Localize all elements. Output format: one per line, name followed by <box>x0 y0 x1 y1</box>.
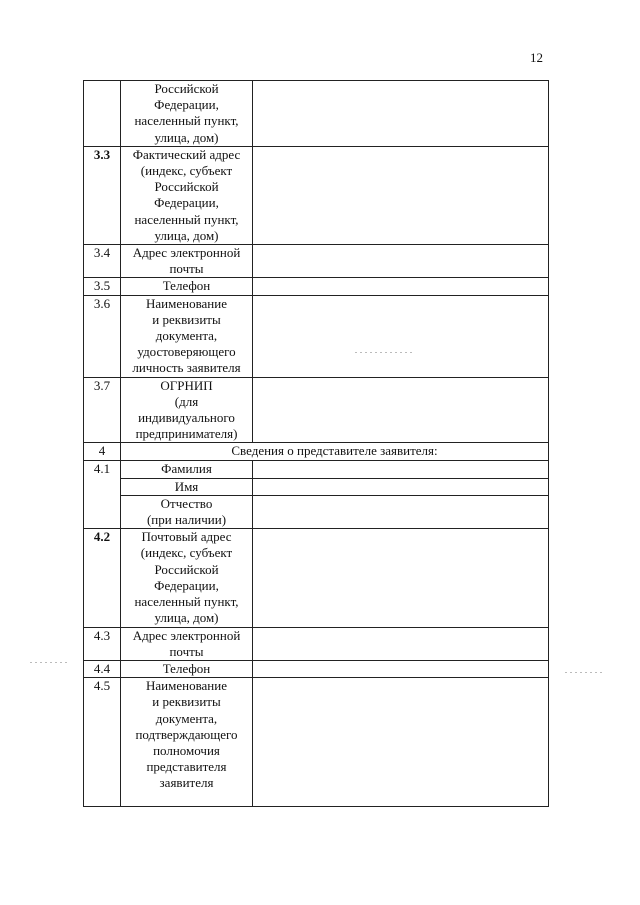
value-cell[interactable] <box>253 295 549 377</box>
row-number <box>84 81 121 147</box>
value-cell[interactable] <box>253 660 549 677</box>
table-row <box>84 678 549 807</box>
row-label: Российской Федерации, населенный пункт, улица, дом) <box>121 81 253 147</box>
row-label: ОГРНИП (для индивидуального предпринимателя) <box>121 377 253 443</box>
row-number <box>84 478 121 495</box>
scan-speck <box>355 352 415 353</box>
row-label: Фамилия <box>121 461 253 478</box>
value-cell[interactable] <box>253 245 549 278</box>
table-row <box>84 81 549 147</box>
row-number: 3.3 <box>84 146 121 244</box>
table-row <box>84 660 549 677</box>
value-cell[interactable] <box>253 495 549 528</box>
row-number: 4.3 <box>84 627 121 660</box>
row-label: Имя <box>121 478 253 495</box>
table-row <box>84 295 549 377</box>
applicant-info-table <box>83 80 549 807</box>
table-row <box>84 529 549 627</box>
row-label: Почтовый адрес (индекс, субъект Российской Федерации, населенный пункт, улица, дом) <box>121 529 253 627</box>
row-label: Фактический адрес (индекс, субъект Российской Федерации, населенный пункт, улица, дом) <box>121 146 253 244</box>
table-row <box>84 495 549 528</box>
value-cell[interactable] <box>253 81 549 147</box>
value-cell[interactable] <box>253 377 549 443</box>
row-number: 4.1 <box>84 461 121 478</box>
row-number <box>84 495 121 528</box>
row-label: Адрес электронной почты <box>121 245 253 278</box>
value-cell[interactable] <box>253 478 549 495</box>
scan-speck <box>30 662 70 663</box>
value-cell[interactable] <box>253 678 549 807</box>
section-number: 4 <box>84 443 121 461</box>
row-label: Телефон <box>121 660 253 677</box>
row-label: Отчество (при наличии) <box>121 495 253 528</box>
table-row <box>84 377 549 443</box>
value-cell[interactable] <box>253 529 549 627</box>
row-number: 3.7 <box>84 377 121 443</box>
row-number: 3.4 <box>84 245 121 278</box>
row-number: 3.6 <box>84 295 121 377</box>
table-row <box>84 146 549 244</box>
value-cell[interactable] <box>253 146 549 244</box>
row-label: Наименование и реквизиты документа, подтверждающего полномочия представителя заявителя <box>121 678 253 807</box>
table-row <box>84 245 549 278</box>
row-number: 4.2 <box>84 529 121 627</box>
row-number: 4.5 <box>84 678 121 807</box>
row-label: Наименование и реквизиты документа, удостоверяющего личность заявителя <box>121 295 253 377</box>
row-label: Адрес электронной почты <box>121 627 253 660</box>
row-number: 3.5 <box>84 278 121 295</box>
page-number: 12 <box>530 50 543 65</box>
table-row <box>84 478 549 495</box>
row-number: 4.4 <box>84 660 121 677</box>
scan-speck <box>565 672 605 673</box>
row-label: Телефон <box>121 278 253 295</box>
value-cell[interactable] <box>253 461 549 478</box>
section-title: Сведения о представителе заявителя: <box>121 443 549 461</box>
table-row <box>84 278 549 295</box>
value-cell[interactable] <box>253 278 549 295</box>
table-row <box>84 461 549 478</box>
table-row <box>84 627 549 660</box>
section-header-row <box>84 443 549 461</box>
value-cell[interactable] <box>253 627 549 660</box>
